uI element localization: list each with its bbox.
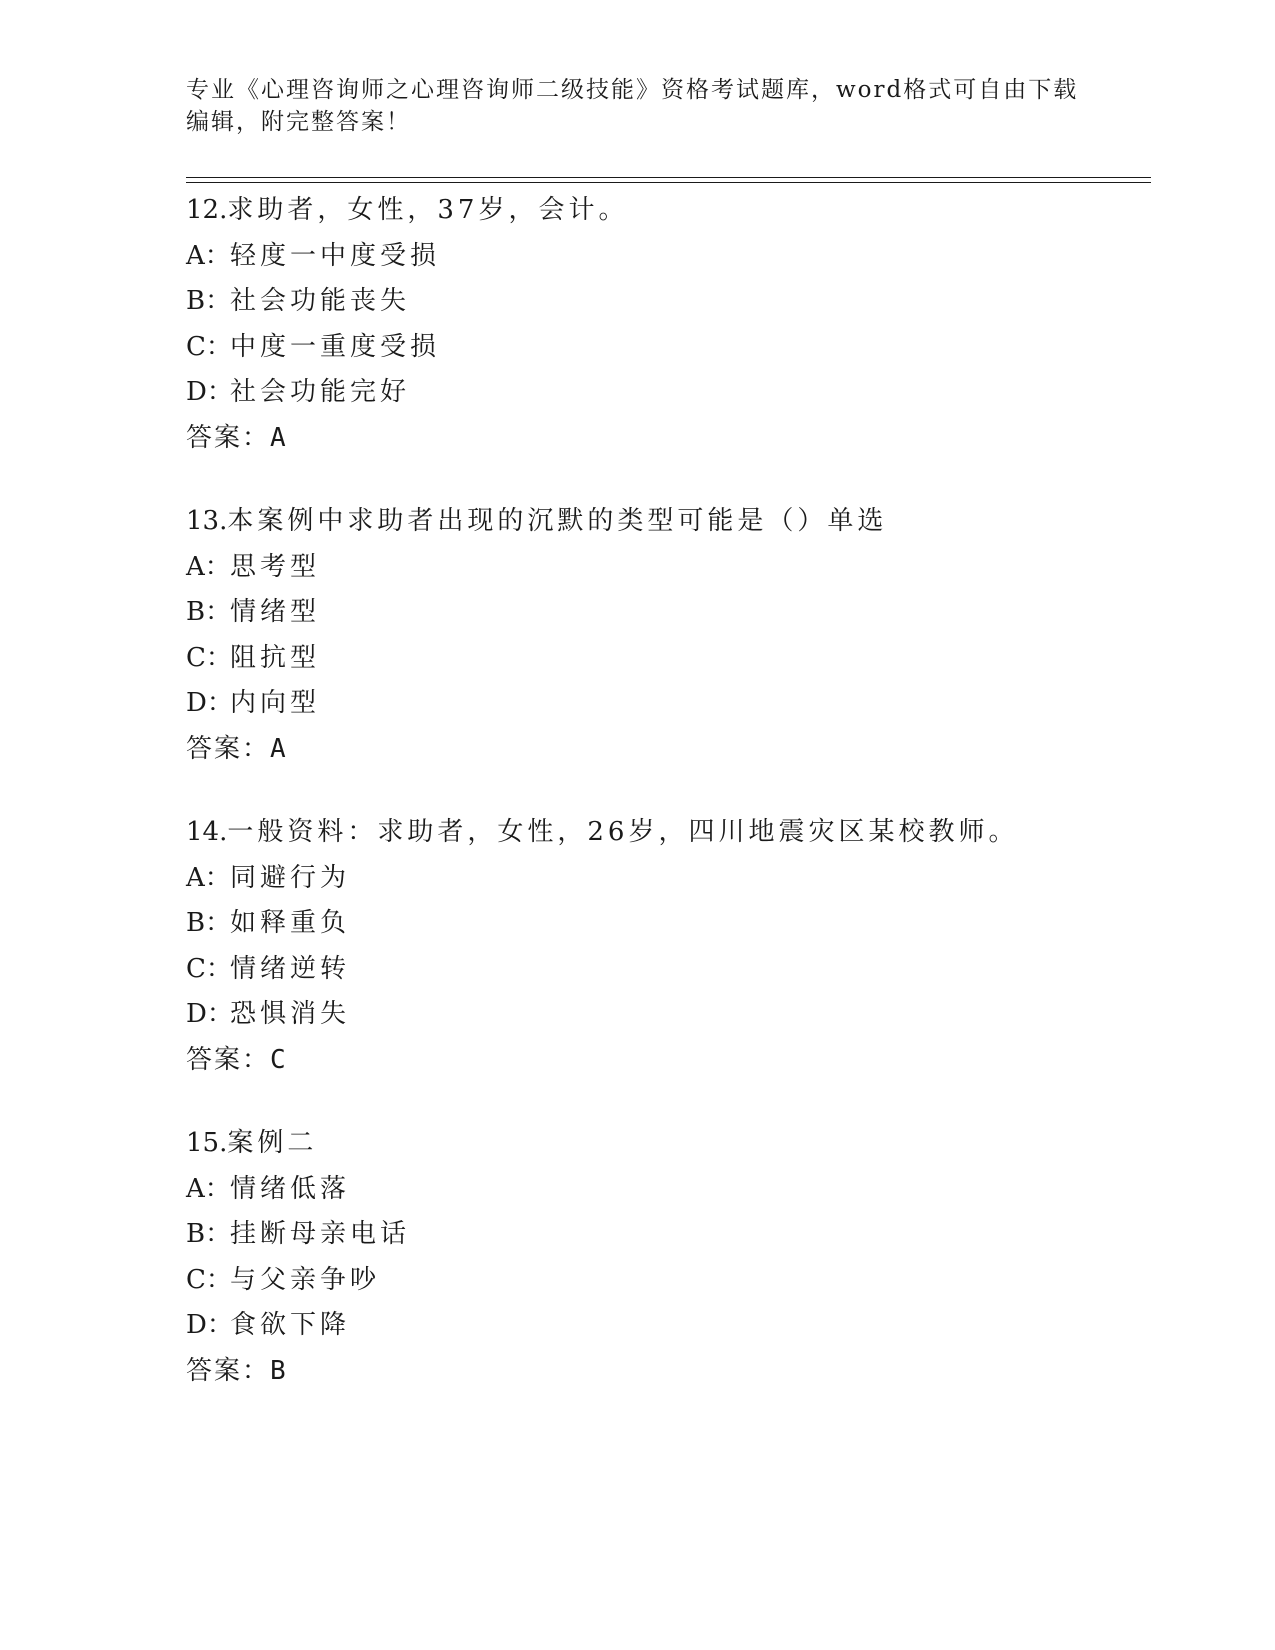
answer-label: 答案： — [186, 1044, 271, 1075]
answer-value: C — [270, 1044, 286, 1075]
option-key: B： — [186, 1219, 232, 1249]
option-c — [186, 636, 1166, 682]
option-key: B： — [186, 908, 232, 938]
option-key: D： — [186, 688, 233, 718]
option-key: A： — [186, 240, 231, 271]
option-key: C： — [186, 1264, 232, 1295]
answer-label: 答案： — [186, 1355, 271, 1386]
option-d — [186, 370, 1166, 416]
answer-label: 答案： — [186, 733, 271, 764]
option-text: 如释重负 — [230, 908, 351, 938]
answer-line — [186, 1349, 1166, 1395]
option-b — [186, 901, 1166, 947]
option-key: C： — [186, 642, 232, 673]
option-a — [186, 856, 1166, 902]
option-key: A： — [186, 1173, 231, 1204]
option-text: 社会功能丧失 — [230, 286, 411, 316]
option-text: 挂断母亲电话 — [230, 1219, 411, 1249]
option-text: 中度一重度受损 — [230, 331, 441, 362]
option-b — [186, 590, 1166, 636]
answer-label: 答案： — [186, 422, 271, 453]
question-number: 15. — [186, 1128, 228, 1158]
option-text: 同避行为 — [230, 862, 351, 893]
answer-value: A — [270, 422, 286, 453]
option-text: 与父亲争吵 — [230, 1264, 381, 1295]
question-title — [186, 1121, 1166, 1167]
option-key: B： — [186, 286, 232, 316]
option-c — [186, 325, 1166, 371]
option-text: 阻抗型 — [230, 642, 321, 673]
answer-line — [186, 727, 1166, 773]
option-text: 恐惧消失 — [230, 999, 351, 1029]
option-key: A： — [186, 862, 231, 893]
option-key: D： — [186, 1310, 233, 1340]
question-text: 求助者，女性，37岁，会计。 — [227, 195, 629, 225]
header-line-1: 专业《心理咨询师之心理咨询师二级技能》资格考试题库，word格式可自由下载 — [186, 77, 1079, 103]
question-14 — [186, 810, 1166, 1083]
question-12 — [186, 188, 1166, 461]
header-divider-top — [186, 177, 1151, 178]
question-text: 案例二 — [227, 1128, 318, 1158]
question-title — [186, 810, 1166, 856]
option-text: 情绪逆转 — [230, 953, 351, 984]
option-c — [186, 947, 1166, 993]
question-15 — [186, 1121, 1166, 1394]
option-a — [186, 234, 1166, 280]
answer-line — [186, 1038, 1166, 1084]
option-key: C： — [186, 331, 232, 362]
option-d — [186, 992, 1166, 1038]
document-header — [186, 74, 1086, 138]
question-list — [186, 188, 1166, 1432]
option-key: D： — [186, 999, 233, 1029]
option-d — [186, 681, 1166, 727]
option-b — [186, 1212, 1166, 1258]
option-text: 食欲下降 — [230, 1310, 351, 1340]
question-number: 14. — [186, 817, 228, 847]
header-divider-bottom — [186, 182, 1151, 183]
answer-value: A — [270, 733, 286, 764]
option-text: 轻度一中度受损 — [230, 240, 441, 271]
option-a — [186, 545, 1166, 591]
option-text: 社会功能完好 — [230, 377, 411, 407]
question-number: 12. — [186, 195, 228, 225]
option-text: 思考型 — [230, 551, 321, 582]
option-b — [186, 279, 1166, 325]
option-text: 情绪低落 — [230, 1173, 351, 1204]
answer-line — [186, 416, 1166, 462]
option-key: A： — [186, 551, 231, 582]
option-key: C： — [186, 953, 232, 984]
option-a — [186, 1167, 1166, 1213]
answer-value: B — [270, 1355, 286, 1386]
option-c — [186, 1258, 1166, 1304]
question-text: 本案例中求助者出现的沉默的类型可能是（）单选 — [227, 506, 888, 536]
question-number: 13. — [186, 506, 228, 536]
question-13 — [186, 499, 1166, 772]
option-key: B： — [186, 597, 232, 627]
question-title — [186, 499, 1166, 545]
option-text: 情绪型 — [230, 597, 321, 627]
header-line-2: 编辑，附完整答案！ — [186, 109, 411, 135]
question-text: 一般资料：求助者，女性，26岁，四川地震灾区某校教师。 — [227, 817, 1019, 847]
option-key: D： — [186, 377, 233, 407]
option-text: 内向型 — [230, 688, 321, 718]
option-d — [186, 1303, 1166, 1349]
question-title — [186, 188, 1166, 234]
